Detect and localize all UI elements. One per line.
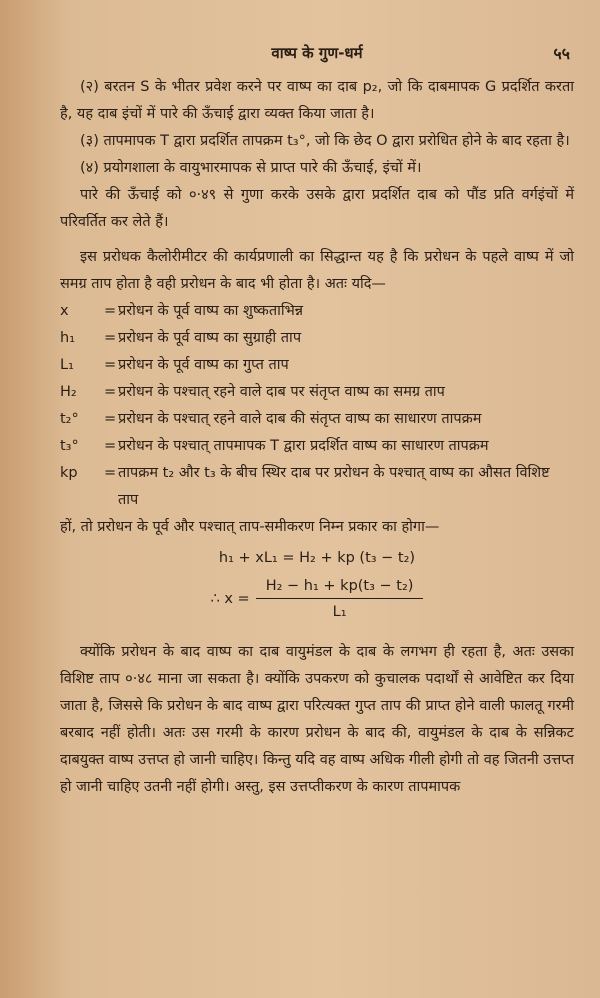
running-title: वाष्प के गुण-धर्म bbox=[271, 44, 363, 62]
equals-sign: = bbox=[104, 357, 117, 373]
page-header bbox=[60, 40, 574, 74]
definition-symbol: t₃° bbox=[60, 438, 79, 454]
equals-sign: = bbox=[104, 384, 117, 400]
paragraph-principle: इस प्ररोधक कैलोरीमीटर की कार्यप्रणाली का सिद्धान्त यह है कि प्ररोधन के पहले वाष्प में जो समग्र ताप होता है वही प्ररोधन के बाद भी होता है। अतः यदि— bbox=[60, 249, 574, 292]
definition-text: तापक्रम t₂ और t₃ के बीच स्थिर दाब पर प्ररोधन के पश्चात् वाष्प का औसत विशिष्ट ताप bbox=[118, 465, 550, 508]
definition-list bbox=[60, 298, 574, 514]
definition-text: प्ररोधन के पूर्व वाष्प का गुप्त ताप bbox=[118, 357, 289, 373]
heat-balance-equation: h₁ + xL₁ = H₂ + kp (t₃ − t₂) bbox=[218, 550, 416, 566]
definition-symbol: kp bbox=[60, 465, 78, 481]
definition-symbol: L₁ bbox=[60, 357, 74, 373]
definition-row bbox=[60, 433, 574, 460]
paragraph-specific-heat: क्योंकि प्ररोधन के बाद वाष्प का दाब वायुमंडल के दाब के लगभग ही रहता है, अतः उसका विशिष्ट ताप ०·४८ माना जा सकता है। क्योंकि उपकरण को कुचालक पदार्थों से आवेष्टित कर दिया जाता है, जिससे कि प्ररोधन के बाद वाष्प द्वारा परित्यक्त गुप्त ताप की प्राप्त होने वाली फालतू गरमी बरबाद नहीं होती। अतः उस गरमी के कारण प्ररोधन के बाद की, वायुमंडल के दाब के सन्निकट दाबयुक्त वाष्प उत्तप्त हो जानी चाहिए। किन्तु यदि वह वाष्प अधिक गीली होगी तो वह जितनी उत्तप्त हो जानी चाहिए उतनी नहीं होगी। अस्तु, इस उत्तप्तीकरण के कारण तापमापक bbox=[60, 644, 574, 795]
definition-row bbox=[60, 352, 574, 379]
definition-text: प्ररोधन के पश्चात् तापमापक T द्वारा प्रदर्शित वाष्प का साधारण तापक्रम bbox=[118, 438, 489, 454]
definition-row bbox=[60, 325, 574, 352]
page-number: ५५ bbox=[553, 44, 570, 63]
fraction-denominator: L₁ bbox=[332, 604, 347, 620]
dryness-fraction-equation bbox=[60, 574, 574, 625]
definition-row bbox=[60, 379, 574, 406]
definition-text: प्ररोधन के पूर्व वाष्प का शुष्कताभिन्न bbox=[118, 303, 304, 319]
equals-sign: = bbox=[104, 465, 117, 481]
definition-symbol: x bbox=[60, 303, 69, 319]
equals-sign: = bbox=[104, 438, 117, 454]
definition-text: प्ररोधन के पश्चात् रहने वाले दाब की संतृप्त वाष्प का साधारण तापक्रम bbox=[118, 411, 482, 427]
definition-text: प्ररोधन के पूर्व वाष्प का सुग्राही ताप bbox=[118, 330, 302, 346]
fraction-numerator: H₂ − h₁ + kp(t₃ − t₂) bbox=[256, 574, 424, 599]
paragraph-conversion: पारे की ऊँचाई को ०·४९ से गुणा करके उसके द्वारा प्रदर्शित दाब को पौंड प्रति वर्गइंचों में परिवर्तित कर लेते हैं। bbox=[60, 187, 574, 230]
paragraph-item-4: (४) प्रयोगशाला के वायुभारमापक से प्राप्त पारे की ऊँचाई, इंचों में। bbox=[80, 160, 422, 176]
equals-sign: = bbox=[104, 330, 117, 346]
paragraph-item-2: (२) बरतन S के भीतर प्रवेश करने पर वाष्प का दाब p₂, जो कि दाबमापक G प्रदर्शित करता है, यह दाब इंचों में पारे की ऊँचाई द्वारा व्यक्त किया जाता है। bbox=[60, 79, 574, 122]
fraction bbox=[256, 574, 424, 625]
definition-symbol: t₂° bbox=[60, 411, 79, 427]
definition-text: प्ररोधन के पश्चात् रहने वाले दाब पर संतृप्त वाष्प का समग्र ताप bbox=[118, 384, 445, 400]
equals-sign: = bbox=[104, 411, 117, 427]
definition-row bbox=[60, 460, 574, 514]
paragraph-item-3: (३) तापमापक T द्वारा प्रदर्शित तापक्रम t₃°, जो कि छेद O द्वारा प्ररोधित होने के बाद रहता है। bbox=[80, 133, 570, 149]
equals-sign: = bbox=[104, 303, 117, 319]
equation-intro: हों, तो प्ररोधन के पूर्व और पश्चात् ताप-समीकरण निम्न प्रकार का होगा— bbox=[60, 519, 440, 535]
definition-row bbox=[60, 406, 574, 433]
equation-lhs: ∴ x = bbox=[210, 591, 250, 607]
definition-row bbox=[60, 298, 574, 325]
definition-symbol: h₁ bbox=[60, 330, 76, 346]
definition-symbol: H₂ bbox=[60, 384, 77, 400]
